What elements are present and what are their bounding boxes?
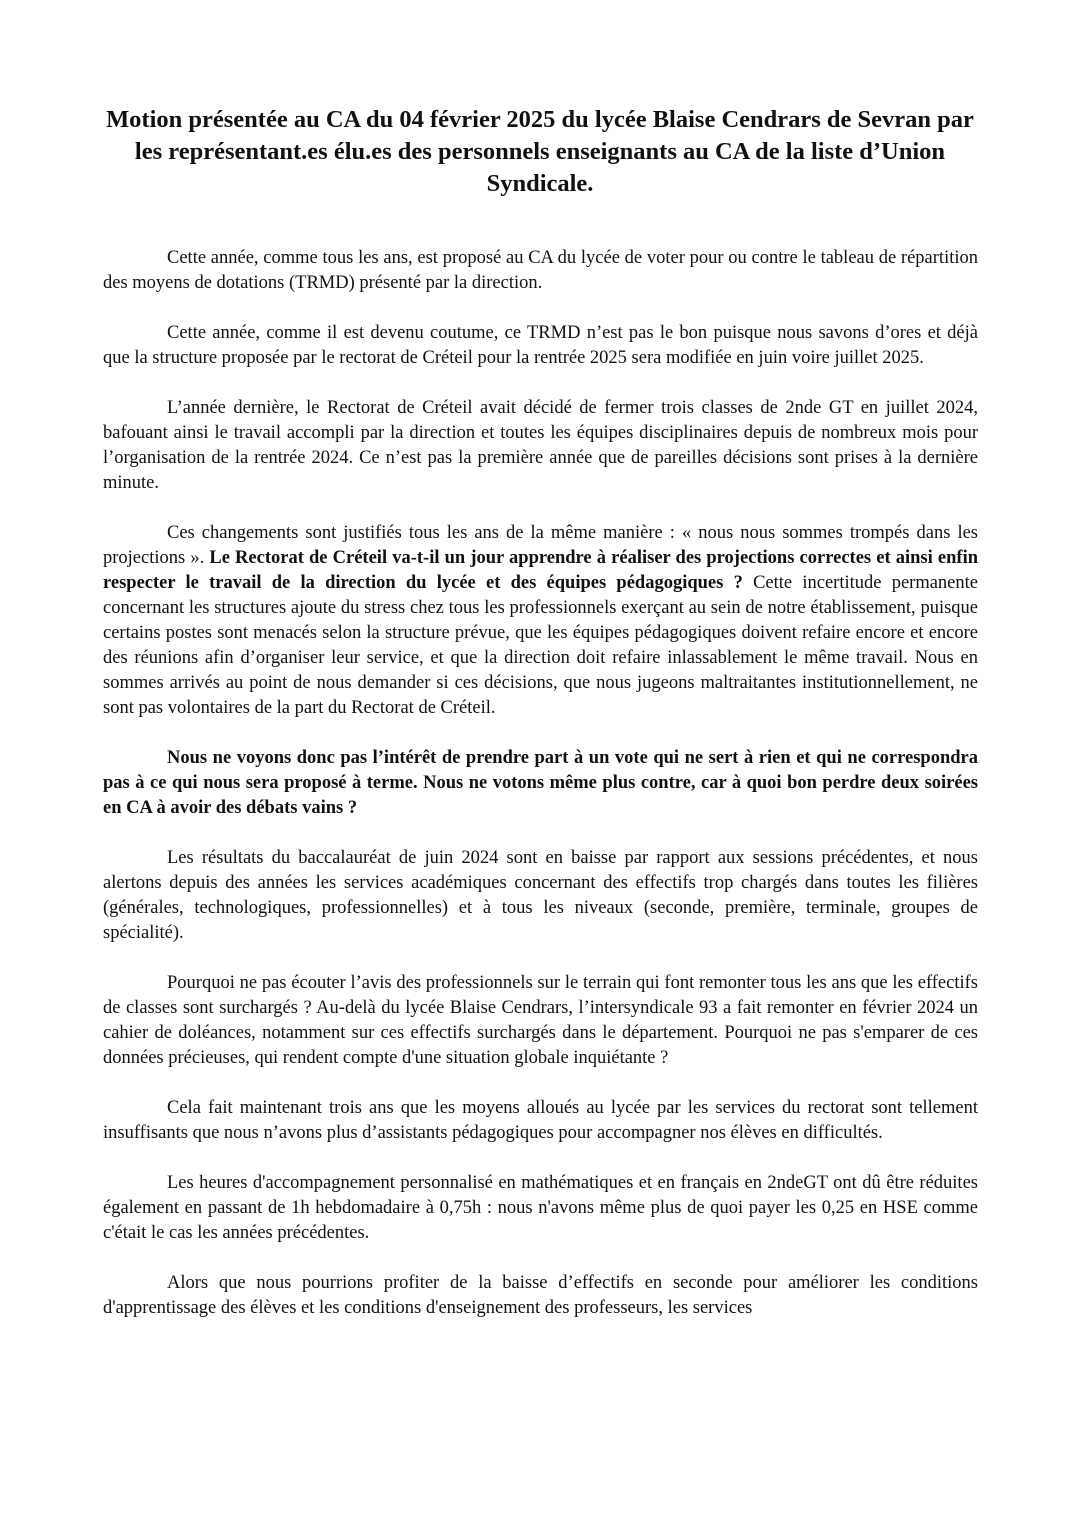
paragraph-assistants: Cela fait maintenant trois ans que les moyens alloués au lycée par les services du rectorat sont tellement insuffisants que nous n’avons plus d’assistants pédagogiques pour accompagner nos élèves en difficultés. bbox=[103, 1098, 978, 1143]
paragraph-trmd-modification: Cette année, comme il est devenu coutume, ce TRMD n’est pas le bon puisque nous savons d’ores et déjà que la structure proposée par le rectorat de Créteil pour la rentrée 2025 sera modifiée en juin voire juillet 2025. bbox=[103, 323, 978, 368]
paragraph-support-hours: Les heures d'accompagnement personnalisé en mathématiques et en français en 2ndeGT ont dû être réduites également en passant de 1h hebdomadaire à 0,75h : nous n'avons même plus de quoi payer les 0,25 en HSE comme c'était le cas les années précédentes. bbox=[103, 1173, 978, 1243]
paragraph-class-sizes: Pourquoi ne pas écouter l’avis des professionnels sur le terrain qui font remonter tous les ans que les effectifs de classes sont surchargés ? Au-delà du lycée Blaise Cendrars, l’intersyndicale 93 a fait remonter en février 2024 un cahier de doléances, notamment sur ces effectifs surchargés dans le département. Pourquoi ne pas s'emparer de ces données précieuses, qui rendent compte d'une situation globale inquiétante ? bbox=[103, 973, 978, 1068]
document-body bbox=[103, 246, 978, 1346]
paragraph-vote-refusal bbox=[103, 746, 978, 821]
paragraph-bac-results: Les résultats du baccalauréat de juin 2024 sont en baisse par rapport aux sessions précédentes, et nous alertons depuis des années les services académiques concernant des effectifs trop chargés dans toutes les filières (générales, technologiques, professionnelles) et à tous les niveaux (seconde, première, terminale, groupes de spécialité). bbox=[103, 848, 978, 943]
paragraph-vote-refusal-text: Nous ne voyons donc pas l’intérêt de prendre part à un vote qui ne sert à rien et qui ne correspondra pas à ce qui nous sera proposé à terme. Nous ne votons même plus contre, car à quoi bon perdre deux soirées en CA à avoir des débats vains ? bbox=[103, 748, 978, 818]
paragraph-projections-question: Le Rectorat de Créteil va-t-il un jour apprendre à réaliser des projections correctes et ainsi enfin respecter le travail de la direction du lycée et des équipes pédagogiques ? bbox=[103, 548, 979, 593]
document-title: Motion présentée au CA du 04 février 2025 du lycée Blaise Cendrars de Sevran par les représentant.es élu.es des personnels enseignants au CA de la liste d’Union Syndicale. bbox=[106, 106, 974, 197]
paragraph-projections bbox=[103, 521, 978, 721]
paragraph-projections-intro: Ces changements sont justifiés tous les ans de la même manière : « nous nous sommes trompés dans les projections ». bbox=[103, 523, 978, 568]
paragraph-enrollment-drop: Alors que nous pourrions profiter de la baisse d’effectifs en seconde pour améliorer les conditions d'apprentissage des élèves et les conditions d'enseignement des professeurs, les services bbox=[103, 1273, 978, 1318]
paragraph-projections-rest: Cette incertitude permanente concernant les structures ajoute du stress chez tous les professionnels exerçant au sein de notre établissement, puisque certains postes sont menacés selon la structure prévue, que les équipes pédagogiques doivent refaire encore et encore des réunions afin d’organiser leur service, et que la direction doit refaire inlassablement le même travail. Nous en sommes arrivés au point de nous demander si ces décisions, que nous jugeons maltraitantes institutionnellement, ne sont pas volontaires de la part du Rectorat de Créteil. bbox=[103, 573, 978, 718]
paragraph-class-closures: L’année dernière, le Rectorat de Créteil avait décidé de fermer trois classes de 2nde GT en juillet 2024, bafouant ainsi le travail accompli par la direction et toutes les équipes disciplinaires depuis de nombreux mois pour l’organisation de la rentrée 2024. Ce n’est pas la première année que de pareilles décisions sont prises à la dernière minute. bbox=[103, 398, 978, 493]
paragraph-trmd-vote: Cette année, comme tous les ans, est proposé au CA du lycée de voter pour ou contre le tableau de répartition des moyens de dotations (TRMD) présenté par la direction. bbox=[103, 248, 978, 293]
